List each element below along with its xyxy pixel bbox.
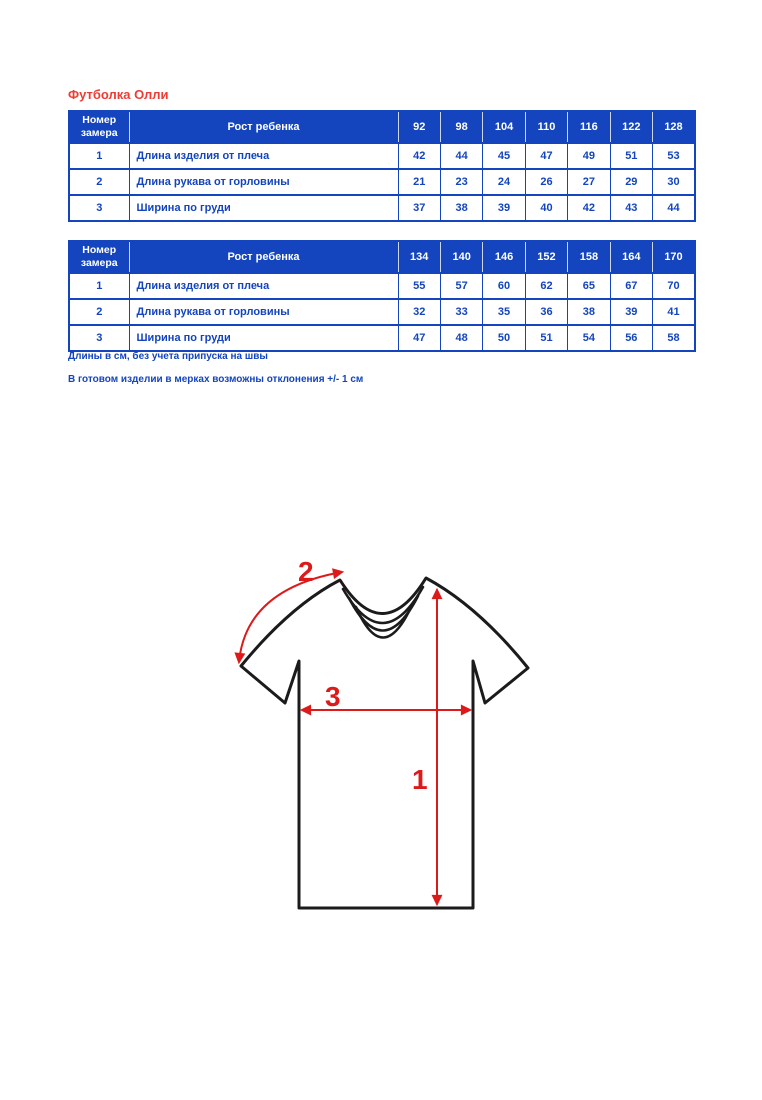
table-row bbox=[69, 299, 695, 325]
measure-value: 36 bbox=[525, 299, 567, 325]
measure-value: 29 bbox=[610, 169, 652, 195]
note-lengths-cm: Длины в см, без учета припуска на швы bbox=[68, 351, 268, 362]
measure-value: 51 bbox=[525, 325, 567, 351]
table-header-row bbox=[69, 241, 695, 273]
measure-number: 1 bbox=[69, 143, 129, 169]
size-header: 104 bbox=[483, 111, 525, 143]
size-table-large bbox=[68, 240, 696, 352]
measure-value: 21 bbox=[398, 169, 440, 195]
measure-value: 23 bbox=[440, 169, 482, 195]
size-header: 134 bbox=[398, 241, 440, 273]
measure-label: Длина рукава от горловины bbox=[129, 299, 398, 325]
measure-value: 40 bbox=[525, 195, 567, 221]
measure-value: 49 bbox=[568, 143, 610, 169]
measure-value: 54 bbox=[568, 325, 610, 351]
size-header: 152 bbox=[525, 241, 567, 273]
table-row bbox=[69, 143, 695, 169]
note-tolerance: В готовом изделии в мерках возможны отклонения +/- 1 см bbox=[68, 374, 364, 385]
measure-value: 65 bbox=[568, 273, 610, 299]
measure-value: 27 bbox=[568, 169, 610, 195]
measure-value: 70 bbox=[653, 273, 695, 299]
measure-value: 60 bbox=[483, 273, 525, 299]
size-header: 98 bbox=[440, 111, 482, 143]
measure-value: 42 bbox=[568, 195, 610, 221]
measure-value: 43 bbox=[610, 195, 652, 221]
measure-value: 39 bbox=[483, 195, 525, 221]
measure-value: 32 bbox=[398, 299, 440, 325]
size-header: 146 bbox=[483, 241, 525, 273]
measure-value: 44 bbox=[440, 143, 482, 169]
measure-number: 2 bbox=[69, 299, 129, 325]
measure-number: 2 bbox=[69, 169, 129, 195]
measure-value: 50 bbox=[483, 325, 525, 351]
measure-value: 47 bbox=[398, 325, 440, 351]
measure-value: 62 bbox=[525, 273, 567, 299]
measure-label: Длина рукава от горловины bbox=[129, 169, 398, 195]
table-header-row bbox=[69, 111, 695, 143]
measure-label-2: 2 bbox=[298, 556, 314, 587]
measure-value: 38 bbox=[440, 195, 482, 221]
measure-value: 48 bbox=[440, 325, 482, 351]
measure-value: 37 bbox=[398, 195, 440, 221]
header-child-height: Рост ребенка bbox=[129, 241, 398, 273]
tshirt-diagram bbox=[228, 548, 540, 932]
table-row bbox=[69, 273, 695, 299]
measure-value: 42 bbox=[398, 143, 440, 169]
measure-value: 44 bbox=[653, 195, 695, 221]
size-header: 122 bbox=[610, 111, 652, 143]
size-header: 110 bbox=[525, 111, 567, 143]
page-title: Футболка Олли bbox=[68, 87, 169, 102]
table-row bbox=[69, 325, 695, 351]
measure-value: 67 bbox=[610, 273, 652, 299]
measure-value: 55 bbox=[398, 273, 440, 299]
measure-label: Длина изделия от плеча bbox=[129, 143, 398, 169]
size-header: 92 bbox=[398, 111, 440, 143]
measure-value: 56 bbox=[610, 325, 652, 351]
measure-value: 38 bbox=[568, 299, 610, 325]
measure-number: 1 bbox=[69, 273, 129, 299]
size-header: 116 bbox=[568, 111, 610, 143]
measure-label: Ширина по груди bbox=[129, 195, 398, 221]
collar-rib-line bbox=[356, 605, 412, 638]
measure-value: 30 bbox=[653, 169, 695, 195]
measure-label: Длина изделия от плеча bbox=[129, 273, 398, 299]
measure-value: 24 bbox=[483, 169, 525, 195]
measure-value: 33 bbox=[440, 299, 482, 325]
size-header: 140 bbox=[440, 241, 482, 273]
size-header: 170 bbox=[653, 241, 695, 273]
measure-label: Ширина по груди bbox=[129, 325, 398, 351]
measure-value: 35 bbox=[483, 299, 525, 325]
measure-number: 3 bbox=[69, 325, 129, 351]
size-table-small bbox=[68, 110, 696, 222]
header-child-height: Рост ребенка bbox=[129, 111, 398, 143]
measure-value: 58 bbox=[653, 325, 695, 351]
measure-value: 57 bbox=[440, 273, 482, 299]
measure-value: 39 bbox=[610, 299, 652, 325]
measure-value: 53 bbox=[653, 143, 695, 169]
table-row bbox=[69, 195, 695, 221]
header-measure-number: Номер замера bbox=[69, 241, 129, 273]
measure-value: 45 bbox=[483, 143, 525, 169]
measure-label-1: 1 bbox=[412, 764, 428, 795]
measure-label-3: 3 bbox=[325, 681, 341, 712]
measure-value: 51 bbox=[610, 143, 652, 169]
measure-value: 47 bbox=[525, 143, 567, 169]
measure-value: 26 bbox=[525, 169, 567, 195]
header-measure-number: Номер замера bbox=[69, 111, 129, 143]
size-header: 128 bbox=[653, 111, 695, 143]
measure-number: 3 bbox=[69, 195, 129, 221]
measure-value: 41 bbox=[653, 299, 695, 325]
size-header: 158 bbox=[568, 241, 610, 273]
size-header: 164 bbox=[610, 241, 652, 273]
table-row bbox=[69, 169, 695, 195]
tshirt-outline bbox=[241, 578, 528, 908]
